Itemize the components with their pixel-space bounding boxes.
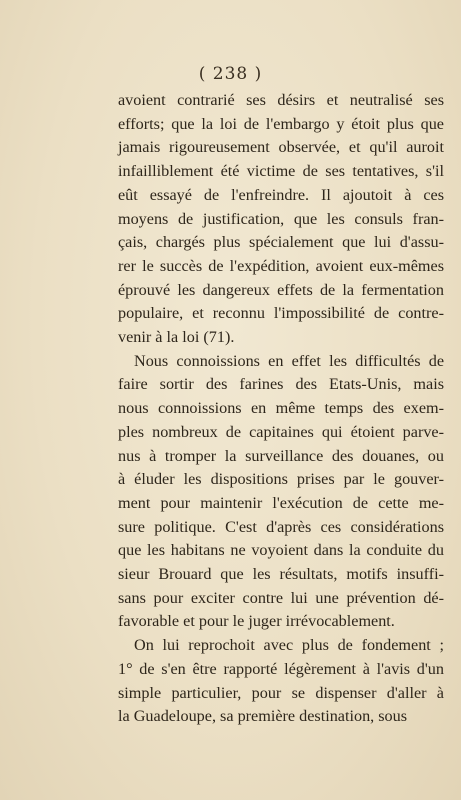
text-line: populaire, et reconnu l'impossibilité de contre- [118,304,444,323]
paragraph [118,350,444,634]
text-line: Nous connoissions en effet les difficultés de [134,351,444,370]
text-line: infailliblement été victime de ses tentatives, s'il [118,162,444,181]
text-line: eût essayé de l'enfreindre. Il ajoutoit à ces [118,185,444,204]
text-line: simple particulier, pour se dispenser d'aller à [118,683,444,702]
text-line: rer le succès de l'expédition, avoient eux-mêmes [118,256,444,275]
text-line: çais, chargés plus spécialement que lui d'assu- [118,233,444,252]
text-line: sans pour exciter contre lui une prévention dé- [118,588,444,607]
text-line: éprouvé les dangereux effets de la fermentation [118,280,444,299]
text-line: On lui reprochoit avec plus de fondement ; [134,636,444,655]
text-line: sieur Brouard que les résultats, motifs insuffi- [118,565,444,584]
text-line: moyens de justification, que les consuls fran- [118,209,444,228]
paragraph [118,634,444,729]
text-line: la Guadeloupe, sa première destination, sous [118,707,408,726]
paragraph [118,89,444,350]
text-line: jamais rigoureusement observée, et qu'il auroit [118,138,444,157]
text-line: ples nombreux de capitaines qui étoient parve- [118,422,444,441]
text-line: nus à tromper la surveillance des douanes, ou [118,446,444,465]
page-number: ( 238 ) [198,64,263,84]
text-line: efforts; que la loi de l'embargo y étoit plus que [118,114,444,133]
text-line: ment pour maintenir l'exécution de cette me- [118,493,444,512]
text-line: sure politique. C'est d'après ces considérations [118,517,444,536]
text-line: à éluder les dispositions prises par le gouver- [118,470,444,489]
text-line: faire sortir des farines des Etats-Unis, mais [118,375,444,394]
text-line: nous connoissions en même temps des exem- [118,399,444,418]
text-line: venir à la loi (71). [118,328,235,347]
body-text [118,89,444,729]
text-line: 1° de s'en être rapporté légèrement à l'avis d'un [118,659,444,678]
text-line: avoient contrarié ses désirs et neutralisé ses [118,91,444,109]
text-line: favorable et pour le juger irrévocablement. [118,612,395,631]
text-line: que les habitans ne voyoient dans la conduite du [118,541,444,560]
